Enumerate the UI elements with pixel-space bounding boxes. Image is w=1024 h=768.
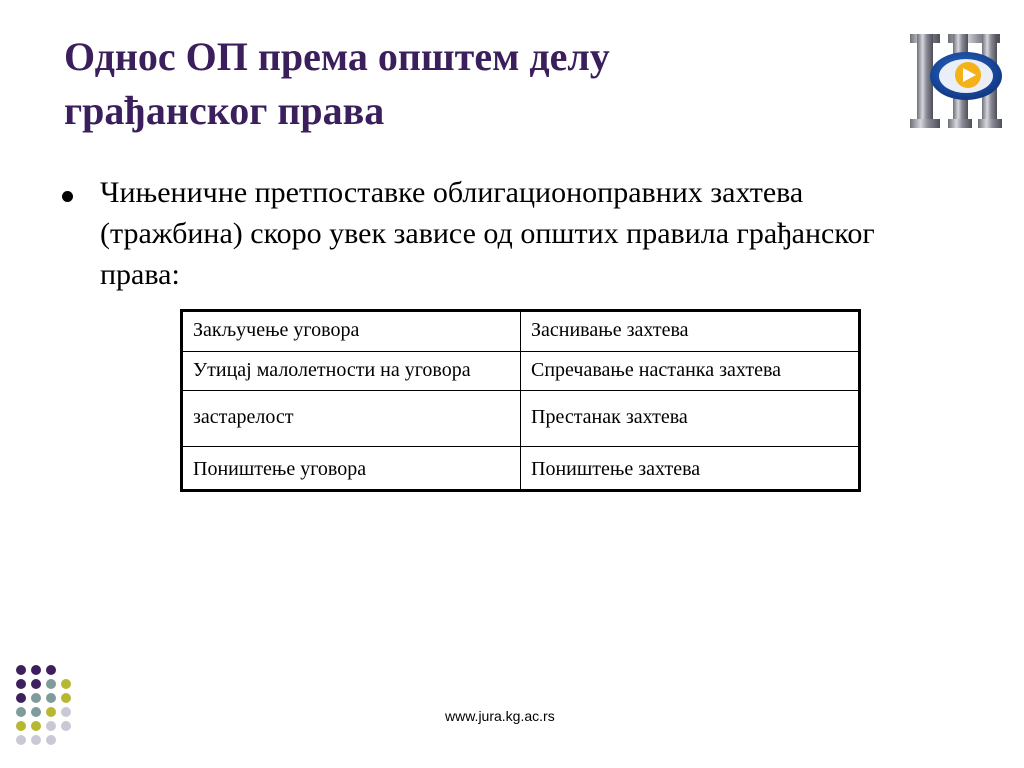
bullet-dot-icon	[62, 191, 73, 202]
decorative-dot	[61, 707, 71, 717]
decorative-dot	[31, 679, 41, 689]
table-row	[182, 311, 860, 352]
decorative-dot	[16, 665, 26, 675]
decorative-dot	[31, 665, 41, 675]
bullet-list	[62, 172, 922, 295]
footer-url: www.jura.kg.ac.rs	[445, 708, 555, 724]
table-row	[182, 352, 860, 391]
decorative-dot	[31, 735, 41, 745]
table-cell: Закључење уговора	[182, 311, 521, 352]
title-line-2: грађанског права	[64, 88, 385, 133]
decorative-dot	[31, 693, 41, 703]
decorative-dot	[61, 679, 71, 689]
decorative-dot	[46, 665, 56, 675]
decorative-dot	[46, 693, 56, 703]
table-cell: Поништење захтева	[521, 447, 860, 491]
ip-logo-icon	[900, 28, 1006, 134]
decorative-dot	[46, 721, 56, 731]
table-cell: застарелост	[182, 391, 521, 447]
bullet-item	[62, 172, 922, 295]
decorative-dot	[46, 679, 56, 689]
table-cell: Поништење уговора	[182, 447, 521, 491]
table-cell: Престанак захтева	[521, 391, 860, 447]
decorative-dot	[61, 721, 71, 731]
decorative-dot	[46, 735, 56, 745]
decorative-dot	[16, 735, 26, 745]
slide-title	[64, 30, 844, 138]
decorative-dot	[16, 721, 26, 731]
decorative-dot	[16, 707, 26, 717]
decorative-dot	[46, 707, 56, 717]
table-cell: Спречавање настанка захтева	[521, 352, 860, 391]
bullet-text: Чињеничне претпоставке облигационоправних захтева (тражбина) скоро увек зависе од општих правила грађанског права:	[100, 176, 875, 291]
table-row	[182, 447, 860, 491]
decorative-dot	[31, 721, 41, 731]
decorative-dot	[16, 693, 26, 703]
table-row	[182, 391, 860, 447]
decorative-dots-icon	[15, 664, 95, 754]
decorative-dot	[16, 679, 26, 689]
decorative-dot	[61, 693, 71, 703]
table-cell: Утицај малолетности на уговора	[182, 352, 521, 391]
decorative-dot	[31, 707, 41, 717]
comparison-table	[180, 309, 861, 492]
table-cell: Заснивање захтева	[521, 311, 860, 352]
title-line-1: Однос ОП према општем делу	[64, 34, 610, 79]
